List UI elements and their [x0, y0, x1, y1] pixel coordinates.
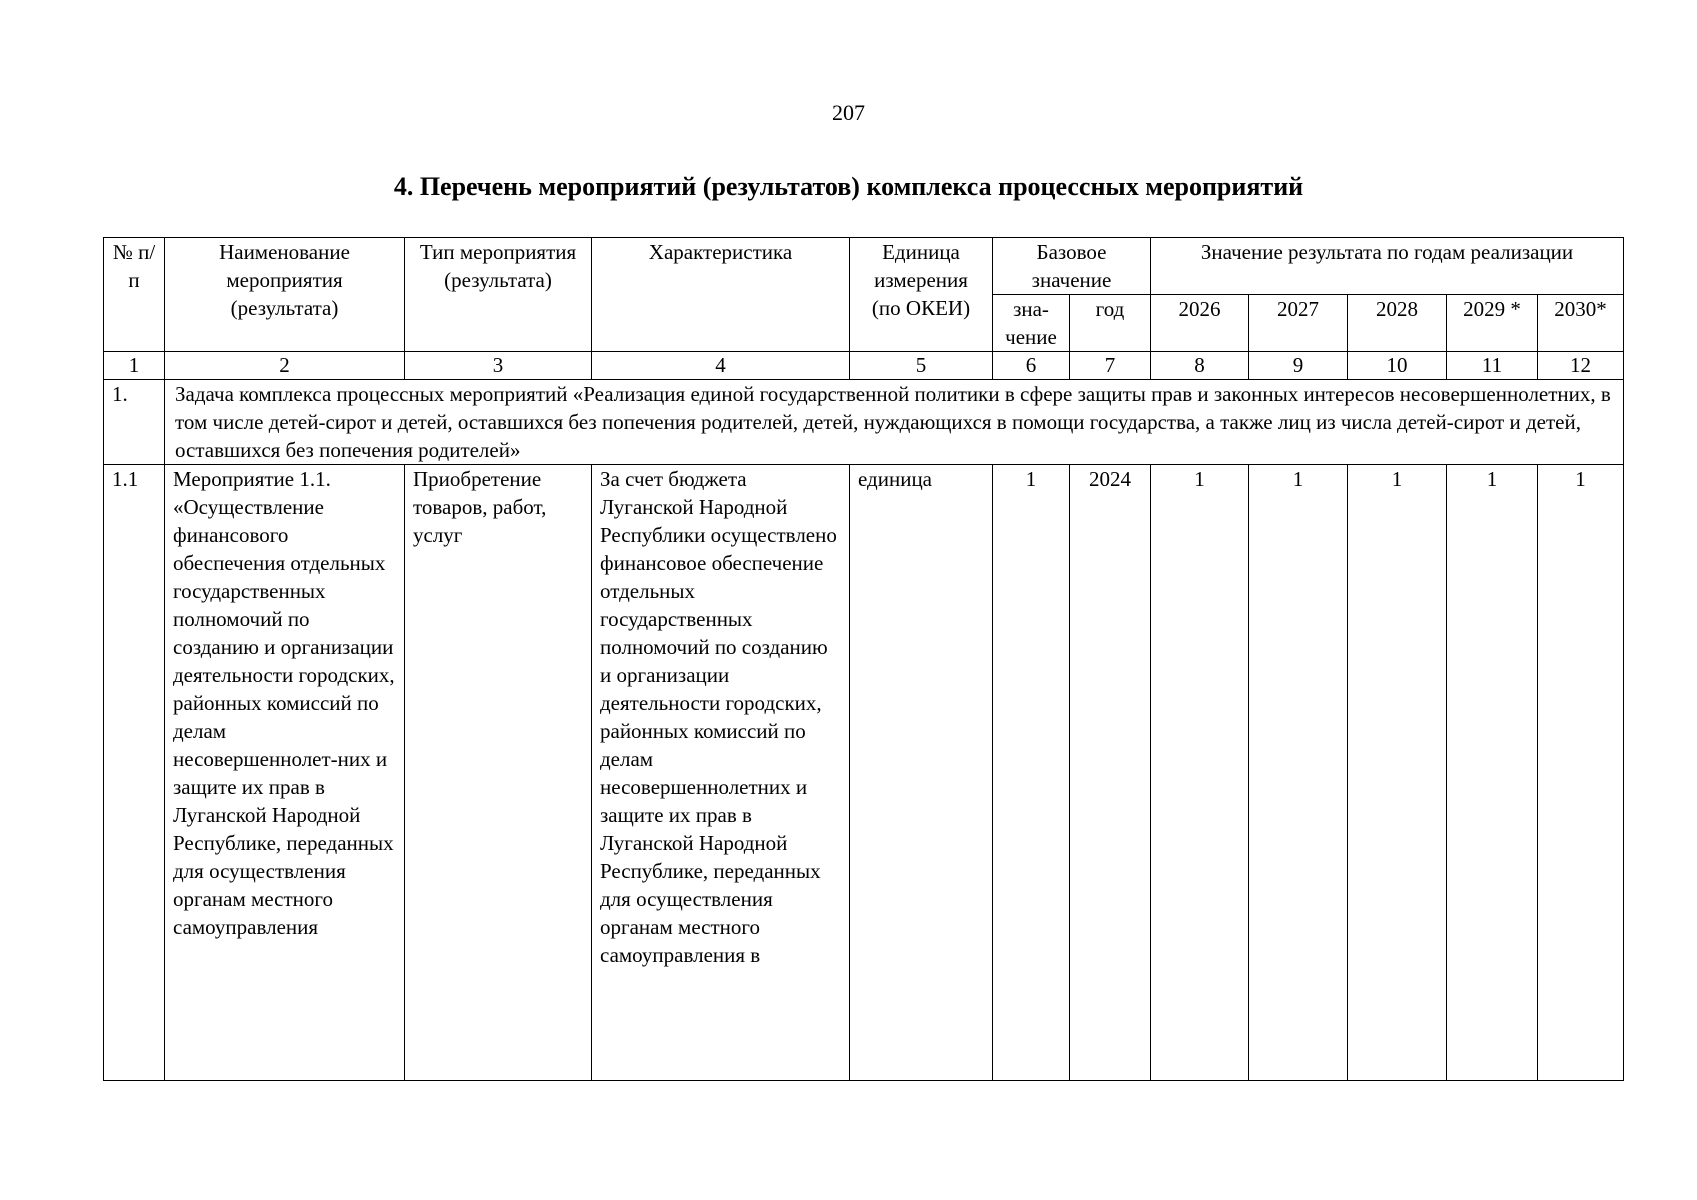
header-year: 2027	[1249, 295, 1348, 352]
column-number: 9	[1249, 352, 1348, 380]
header-type: Тип мероприятия (результата)	[405, 238, 592, 352]
measure-name: Мероприятие 1.1. «Осуществление финансового обеспечения отдельных государственных полномочий по созданию и организации деятельности городских, районных комиссий по делам несовершеннолет-них и защите их прав в Луганской Народной Республике, переданных для осуществления органам местного самоуправления	[165, 465, 405, 1081]
year-value: 1	[1447, 465, 1538, 1081]
table-row	[104, 465, 1624, 1081]
column-number-row	[104, 352, 1624, 380]
column-number: 1	[104, 352, 165, 380]
header-year: 2028	[1348, 295, 1447, 352]
page-number: 207	[832, 100, 865, 125]
task-row	[104, 380, 1624, 465]
column-number: 12	[1538, 352, 1624, 380]
header-year: 2026	[1151, 295, 1249, 352]
task-text: Задача комплекса процессных мероприятий «Реализация единой государственной политики в сфере защиты прав и законных интересов несовершеннолетних, в том числе детей-сирот и детей, оставшихся без попечения родителей, детей, нуждающихся в помощи государства, а также лиц из числа детей-сирот и детей, оставшихся без попечения родителей»	[165, 380, 1624, 465]
header-base-value: зна-чение	[993, 295, 1070, 352]
header-year: 2029 *	[1447, 295, 1538, 352]
column-number: 2	[165, 352, 405, 380]
year-value: 1	[1249, 465, 1348, 1081]
measure-unit: единица	[850, 465, 993, 1081]
header-base: Базовое значение	[993, 238, 1151, 295]
year-value: 1	[1151, 465, 1249, 1081]
header-years-group: Значение результата по годам реализации	[1151, 238, 1624, 295]
year-value: 1	[1348, 465, 1447, 1081]
column-number: 3	[405, 352, 592, 380]
page-title: 4. Перечень мероприятий (результатов) комплекса процессных мероприятий	[393, 172, 1304, 201]
row-number: 1.1	[104, 465, 165, 1081]
column-number: 5	[850, 352, 993, 380]
header-base-year: год	[1070, 295, 1151, 352]
measure-characteristic: За счет бюджета Луганской Народной Республики осуществлено финансовое обеспечение отдельных государственных полномочий по созданию и организации деятельности городских, районных комиссий по делам несовершеннолетних и защите их прав в Луганской Народной Республике, переданных для осуществления органам местного самоуправления в	[592, 465, 850, 1081]
column-number: 4	[592, 352, 850, 380]
year-value: 1	[1538, 465, 1624, 1081]
task-number: 1.	[104, 380, 165, 465]
header-row	[104, 238, 1624, 295]
base-year: 2024	[1070, 465, 1151, 1081]
header-characteristic: Характеристика	[592, 238, 850, 352]
column-number: 6	[993, 352, 1070, 380]
base-value: 1	[993, 465, 1070, 1081]
header-name: Наименование мероприятия (результата)	[165, 238, 405, 352]
column-number: 11	[1447, 352, 1538, 380]
column-number: 10	[1348, 352, 1447, 380]
measures-table	[103, 237, 1624, 1081]
measure-type: Приобретение товаров, работ, услуг	[405, 465, 592, 1081]
header-unit: Единица измерения (по ОКЕИ)	[850, 238, 993, 352]
column-number: 7	[1070, 352, 1151, 380]
header-year: 2030*	[1538, 295, 1624, 352]
header-no: № п/п	[104, 238, 165, 352]
column-number: 8	[1151, 352, 1249, 380]
